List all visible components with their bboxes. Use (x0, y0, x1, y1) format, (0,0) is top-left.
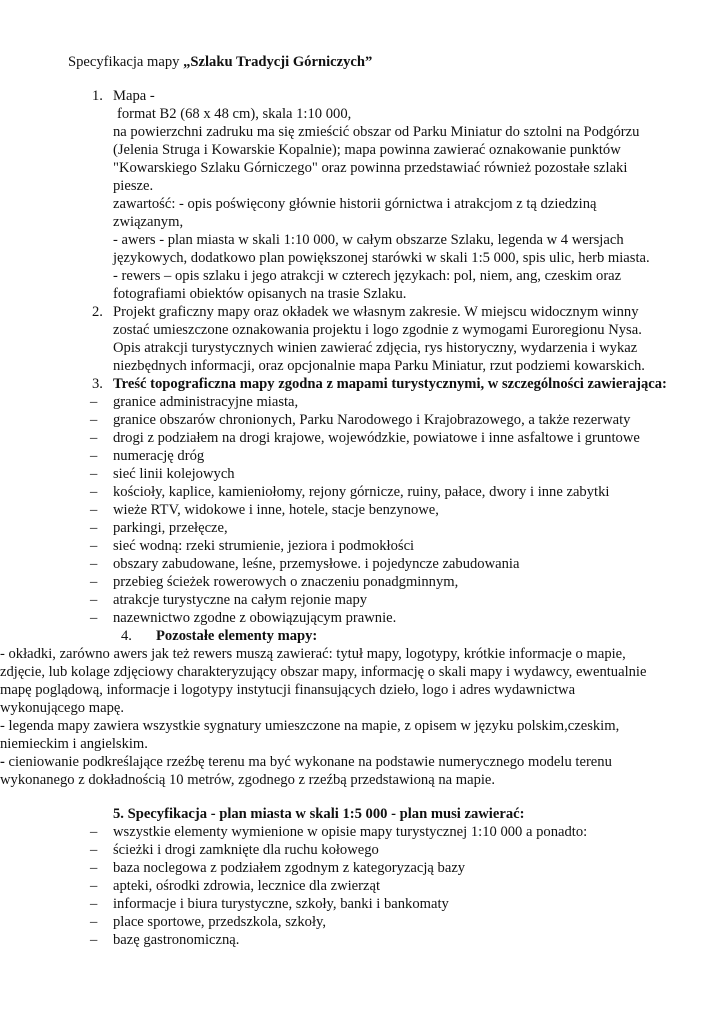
list-item: – wszystkie elementy wymienione w opisie mapy turystycznej 1:10 000 a ponadto: (90, 824, 588, 840)
dash-bullet: – (90, 394, 98, 410)
list-item: – przebieg ścieżek rowerowych o znaczeniu ponadgminnym, (90, 574, 459, 590)
list-item: – sieć wodną: rzeki strumienie, jeziora i podmokłości (90, 538, 415, 554)
section-3 (68, 375, 668, 393)
dash-bullet: – (90, 430, 98, 446)
section-4-paragraph-2: - legenda mapy zawiera wszystkie sygnatury umieszczone na mapie, z opisem w języku polskim,czeskim, niemieckim i angielskim. (0, 718, 620, 752)
section-1-content: zawartość: - opis poświęcony głównie historii górnictwa i atrakcjom z tą dziedziną związanym, (113, 196, 597, 230)
section-1-awers: - awers - plan miasta w skali 1:10 000, w całym obszarze Szlaku, legenda w 4 wersjach językowych, dodatkowo plan powiększonej starówki w skali 1:5 000, spis ulic, herb miasta. (113, 232, 650, 266)
section-2-text: Projekt graficzny mapy oraz okładek we własnym zakresie. W miejscu widocznym winny zostać umieszczone oznakowania projektu i logo zgodnie z wymogami Euroregionu Nysa. Opis atrakcji turystycznych winien zawierać zdjęcia, rys historyczny, wydarzenia i wykaz niezbędnych informacji, oraz opcjonalnie mapa Parku Miniatur, rzut podziemi kowarskich. (113, 304, 645, 374)
document-title (68, 53, 668, 71)
title-bold: „Szlaku Tradycji Górniczych” (183, 54, 373, 70)
list-item: – obszary zabudowane, leśne, przemysłowe. i pojedyncze zabudowania (90, 556, 520, 572)
section-1-number: 1. (92, 88, 103, 104)
list-item: – kościoły, kaplice, kamieniołomy, rejony górnicze, ruiny, pałace, dwory i inne zabytki (90, 484, 610, 500)
section-2 (68, 303, 668, 375)
city-plan-list (68, 823, 668, 949)
list-item: – ścieżki i drogi zamknięte dla ruchu kołowego (90, 842, 379, 858)
dash-bullet: – (90, 520, 98, 536)
topo-list (68, 393, 668, 627)
dash-bullet: – (90, 842, 98, 858)
list-item: – parkingi, przełęcze, (90, 520, 228, 536)
dash-bullet: – (90, 448, 98, 464)
dash-bullet: – (90, 466, 98, 482)
title-prefix: Specyfikacja mapy (68, 54, 184, 70)
document-page (0, 53, 668, 949)
section-4-paragraph-3: - cieniowanie podkreślające rzeźbę terenu ma być wykonane na podstawie numerycznego modelu terenu wykonanego z dokładnością 10 metrów, zgodnego z rzeźbą przedstawioną na mapie. (0, 754, 612, 788)
list-item: – drogi z podziałem na drogi krajowe, wojewódzkie, powiatowe i inne asfaltowe i gruntowe (90, 430, 640, 446)
dash-bullet: – (90, 860, 98, 876)
list-item: – place sportowe, przedszkola, szkoły, (90, 914, 327, 930)
section-4-number: 4. (121, 628, 132, 644)
section-4-heading (68, 627, 668, 645)
section-4-title: Pozostałe elementy mapy: (156, 628, 318, 644)
dash-bullet: – (90, 932, 98, 948)
section-1-area: na powierzchni zadruku ma się zmieścić obszar od Parku Miniatur do sztolni na Podgórzu (Jelenia Struga i Kowarskie Kopalnie); mapa powinna zawierać oznakowanie punktów "Kowarskiego Szlaku Górniczego" oraz powinna przedstawiać również pozostałe szlaki piesze. (113, 124, 640, 194)
section-4-body (0, 645, 662, 789)
section-1-format: format B2 (68 x 48 cm), skala 1:10 000, (117, 106, 352, 122)
section-4-paragraph-1: - okładki, zarówno awers jak też rewers muszą zawierać: tytuł mapy, logotypy, krótkie informacje o mapie, zdjęcie, lub kolage zdjęciowy charakteryzujący obszar mapy, informację o skali mapy i wydawcy, ewentualnie mapę poglądową, informacje i logotypy instytucji finansujących dzieło, logo i adres wydawnictwa wykonującego mapę. (0, 646, 647, 716)
section-5-heading: 5. Specyfikacja - plan miasta w skali 1:5 000 - plan musi zawierać: (113, 806, 525, 822)
dash-bullet: – (90, 592, 98, 608)
list-item: – wieże RTV, widokowe i inne, hotele, stacje benzynowe, (90, 502, 439, 518)
list-item: – atrakcje turystyczne na całym rejonie mapy (90, 592, 368, 608)
list-item: – granice administracyjne miasta, (90, 394, 299, 410)
section-3-heading: Treść topograficzna mapy zgodna z mapami turystycznymi, w szczególności zawierająca: (113, 376, 667, 392)
dash-bullet: – (90, 484, 98, 500)
dash-bullet: – (90, 914, 98, 930)
list-item: – granice obszarów chronionych, Parku Narodowego i Krajobrazowego, a także rezerwaty (90, 412, 631, 428)
dash-bullet: – (90, 824, 98, 840)
list-item: – nazewnictwo zgodne z obowiązującym prawnie. (90, 610, 397, 626)
dash-bullet: – (90, 878, 98, 894)
section-3-number: 3. (92, 376, 103, 392)
section-2-number: 2. (92, 304, 103, 320)
dash-bullet: – (90, 574, 98, 590)
list-item: – numerację dróg (90, 448, 205, 464)
dash-bullet: – (90, 502, 98, 518)
dash-bullet: – (90, 538, 98, 554)
list-item: – baza noclegowa z podziałem zgodnym z kategoryzacją bazy (90, 860, 466, 876)
list-item: – apteki, ośrodki zdrowia, lecznice dla zwierząt (90, 878, 381, 894)
dash-bullet: – (90, 610, 98, 626)
list-item: – informacje i biura turystyczne, szkoły, banki i bankomaty (90, 896, 449, 912)
section-1-heading: Mapa - (113, 88, 155, 104)
dash-bullet: – (90, 556, 98, 572)
section-1 (68, 87, 668, 303)
dash-bullet: – (90, 896, 98, 912)
section-1-rewers: - rewers – opis szlaku i jego atrakcji w czterech językach: pol, niem, ang, czeskim oraz fotografiami obiektów opisanych na trasie Szlaku. (113, 268, 622, 302)
dash-bullet: – (90, 412, 98, 428)
list-item: – bazę gastronomiczną. (90, 932, 240, 948)
list-item: – sieć linii kolejowych (90, 466, 235, 482)
